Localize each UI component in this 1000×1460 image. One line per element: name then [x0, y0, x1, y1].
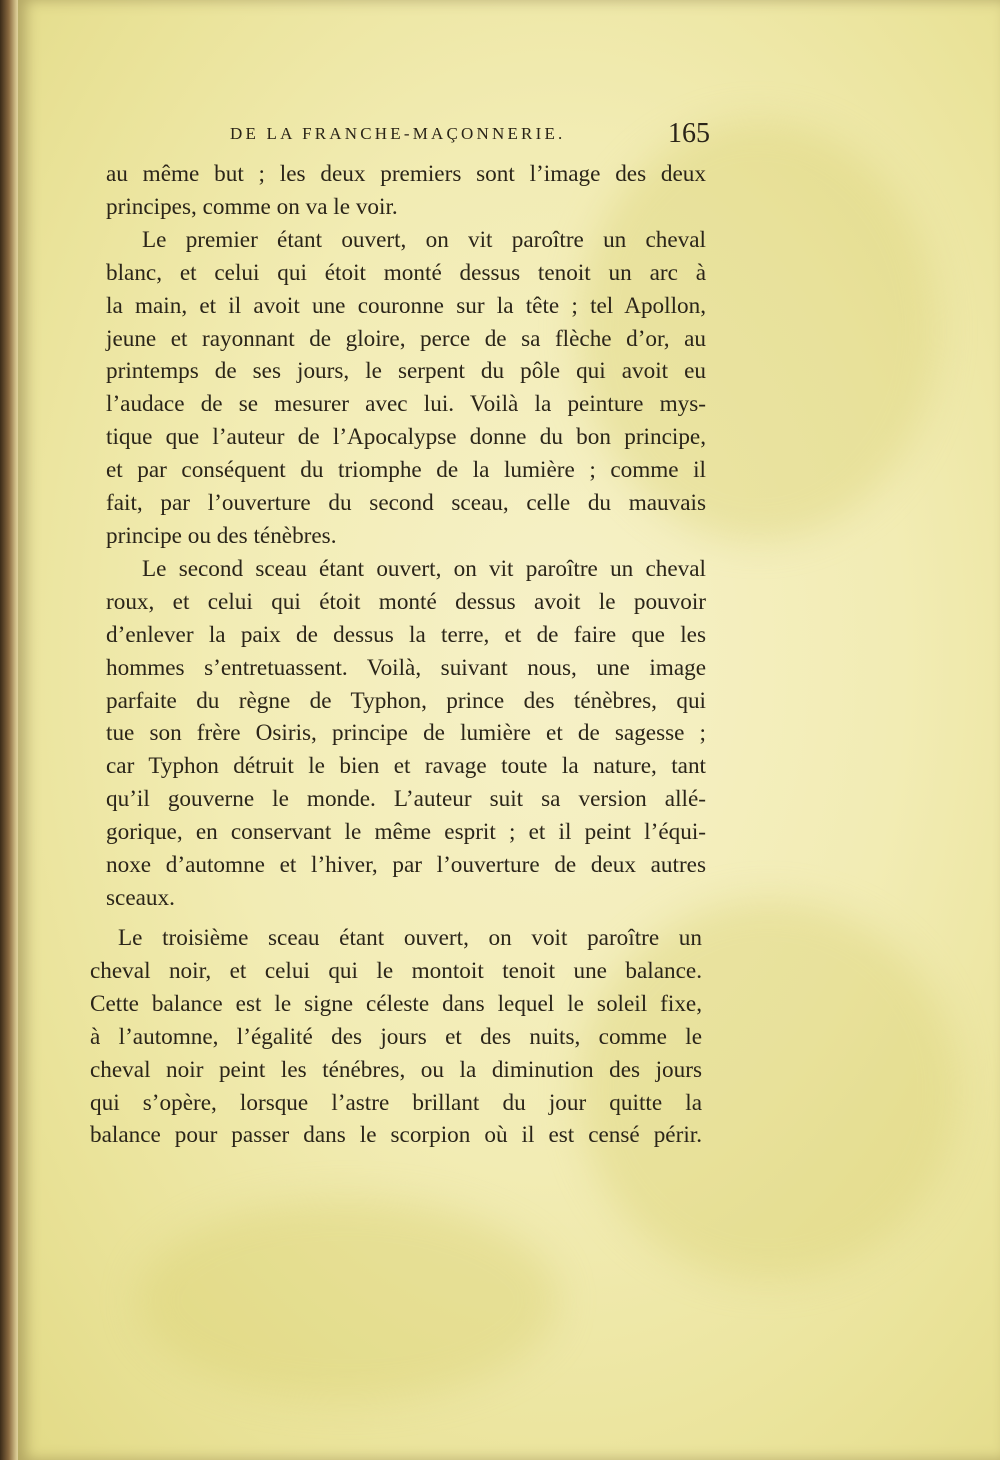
text-line: Le premier étant ouvert, on vit paroître un cheval [142, 226, 706, 253]
paragraph-1 [106, 158, 706, 224]
paragraph-2 [106, 224, 706, 553]
paragraph-3 [106, 553, 706, 915]
text-line: car Typhon détruit le bien et ravage toute la nature, tant [106, 753, 706, 780]
body-text-lower [90, 922, 702, 1152]
text-line: Le troisième sceau étant ouvert, on voit paroître un [118, 925, 702, 951]
text-line: printemps de ses jours, le serpent du pôle qui avoit eu [106, 358, 706, 385]
text-line: cheval noir peint les ténébres, ou la diminution des jours [90, 1056, 702, 1083]
text-line: gorique, en conservant le même esprit ; et il peint l’équi- [106, 819, 706, 846]
text-line: qu’il gouverne le monde. L’auteur suit sa version allé- [106, 786, 706, 813]
text-line: au même but ; les deux premiers sont l’image des deux [106, 161, 706, 187]
text-line: à l’automne, l’égalité des jours et des nuits, comme le [90, 1023, 702, 1050]
text-line: parfaite du règne de Typhon, prince des ténèbres, qui [106, 687, 706, 714]
text-line: sceaux. [106, 884, 175, 911]
text-line: tique que l’auteur de l’Apocalypse donne du bon principe, [106, 424, 706, 451]
text-line: hommes s’entretuassent. Voilà, suivant nous, une image [106, 654, 706, 681]
paragraph-4 [90, 922, 702, 1152]
running-title: DE LA FRANCHE-MAÇONNERIE. [230, 124, 566, 143]
paper-stain [138, 1200, 558, 1400]
text-line: Le second sceau étant ouvert, on vit paroître un cheval [142, 555, 706, 582]
text-line: et par conséquent du triomphe de la lumière ; comme il [106, 457, 706, 484]
running-header [222, 118, 710, 158]
text-line: qui s’opère, lorsque l’astre brillant du jour quitte la [90, 1089, 702, 1116]
text-line: l’audace de se mesurer avec lui. Voilà la peinture mys- [106, 391, 706, 418]
text-line: fait, par l’ouverture du second sceau, celle du mauvais [106, 490, 706, 517]
page-number: 165 [668, 118, 710, 149]
text-line: d’enlever la paix de dessus la terre, et de faire que les [106, 621, 706, 648]
text-line: principe ou des ténèbres. [106, 522, 337, 549]
body-text [106, 158, 706, 915]
text-line: cheval noir, et celui qui le montoit tenoit une balance. [90, 957, 702, 984]
text-line: tue son frère Osiris, principe de lumière et de sagesse ; [106, 720, 706, 747]
text-line: la main, et il avoit une couronne sur la tête ; tel Apollon, [106, 292, 706, 319]
text-line: roux, et celui qui étoit monté dessus avoit le pouvoir [106, 588, 706, 615]
text-line: blanc, et celui qui étoit monté dessus tenoit un arc à [106, 259, 706, 286]
text-line: balance pour passer dans le scorpion où il est censé périr. [90, 1122, 702, 1149]
text-line: principes, comme on va le voir. [106, 193, 398, 220]
text-line: noxe d’automne et l’hiver, par l’ouverture de deux autres [106, 852, 706, 879]
text-line: jeune et rayonnant de gloire, perce de sa flèche d’or, au [106, 325, 706, 352]
text-line: Cette balance est le signe céleste dans lequel le soleil fixe, [90, 990, 702, 1017]
